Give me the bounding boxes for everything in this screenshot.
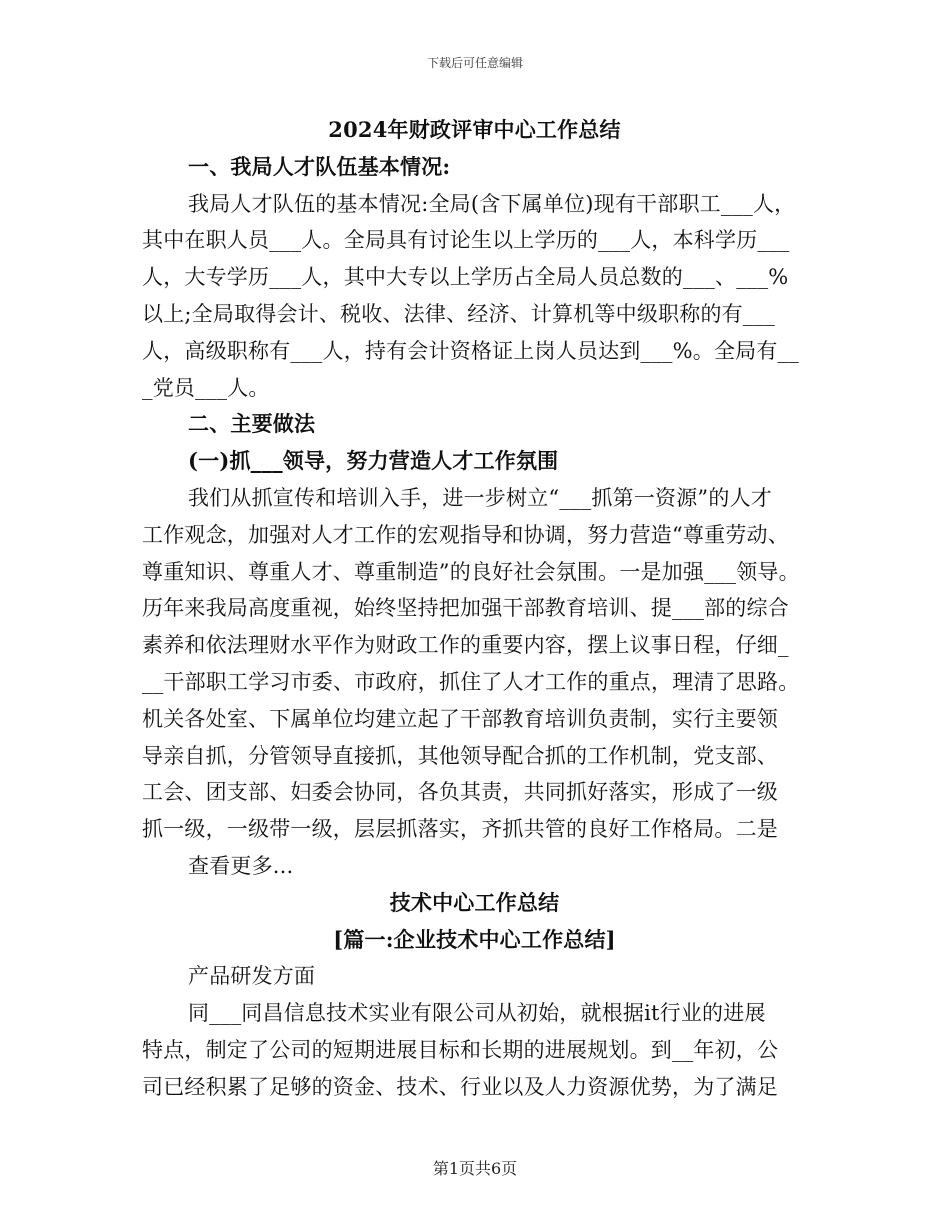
paragraph-line: 工作观念，加强对人才工作的宏观指导和协调，努力营造“尊重劳动、 bbox=[142, 522, 789, 547]
header-note: 下载后可任意编辑 bbox=[426, 56, 523, 70]
paragraph-line: 其中在职人员___人。全局具有讨论生以上学历的___人，本科学历___ bbox=[142, 228, 790, 253]
view-more-link[interactable]: 查看更多... bbox=[188, 853, 294, 878]
paragraph-line: 素养和依法理财水平作为财政工作的重要内容，摆上议事日程，仔细_ bbox=[142, 633, 789, 658]
paragraph-line: 历年来我局高度重视，始终坚持把加强干部教育培训、提___部的综合 bbox=[142, 596, 789, 621]
page-number: 第1页共6页 bbox=[432, 1159, 518, 1178]
paragraph-line: 人，大专学历___人，其中大专以上学历占全局人员总数的___、___% bbox=[142, 265, 789, 290]
paragraph-line: 同___同昌信息技术实业有限公司从初始，就根据it行业的进展 bbox=[188, 1001, 766, 1026]
paragraph-line: 司已经积累了足够的资金、技术、行业以及人力资源优势，为了满足 bbox=[142, 1074, 778, 1099]
doc1-title: 2024年财政评审中心工作总结 bbox=[328, 117, 621, 142]
paragraph-line: 以上;全局取得会计、税收、法律、经济、计算机等中级职称的有___ bbox=[142, 301, 775, 326]
paragraph-line: 特点，制定了公司的短期进展目标和长期的进展规划。到__年初，公 bbox=[142, 1037, 779, 1062]
paragraph-line: 导亲自抓，分管领导直接抓，其他领导配合抓的工作机制，党支部、 bbox=[142, 743, 778, 768]
doc2-title: 技术中心工作总结 bbox=[389, 889, 560, 915]
paragraph-line: _党员___人。 bbox=[142, 375, 270, 400]
document-body bbox=[142, 112, 807, 1106]
paragraph-line: __干部职工学习市委、市政府，抓住了人才工作的重点，理清了思路。 bbox=[142, 669, 800, 694]
paragraph-line: 机关各处室、下属单位均建立起了干部教育培训负责制，实行主要领 bbox=[142, 706, 778, 731]
paragraph-line: 尊重知识、尊重人才、尊重制造”的良好社会氛围。一是加强___领导。 bbox=[142, 559, 800, 584]
doc1-section2-heading: 二、主要做法 bbox=[188, 411, 316, 437]
doc1-subsection-heading: (一)抓___领导，努力营造人才工作氛围 bbox=[188, 448, 559, 474]
paragraph-line: 我们从抓宣传和培训入手，进一步树立“___抓第一资源”的人才 bbox=[188, 485, 772, 510]
doc1-section1-heading: 一、我局人才队伍基本情况: bbox=[188, 153, 451, 179]
doc2-subtitle: [篇一:企业技术中心工作总结] bbox=[333, 926, 616, 952]
paragraph-line: 我局人才队伍的基本情况:全局(含下属单位)现有干部职工___人， bbox=[188, 191, 796, 216]
paragraph-line: 工会、团支部、妇委会协同，各负其责，共同抓好落实，形成了一级 bbox=[142, 780, 778, 805]
doc2-section-heading: 产品研发方面 bbox=[188, 964, 316, 989]
paragraph-line: 人，高级职称有___人，持有会计资格证上岗人员达到___%。全局有__ bbox=[142, 338, 799, 363]
paragraph-line: 抓一级，一级带一级，层层抓落实，齐抓共管的良好工作格局。二是 bbox=[142, 817, 778, 842]
